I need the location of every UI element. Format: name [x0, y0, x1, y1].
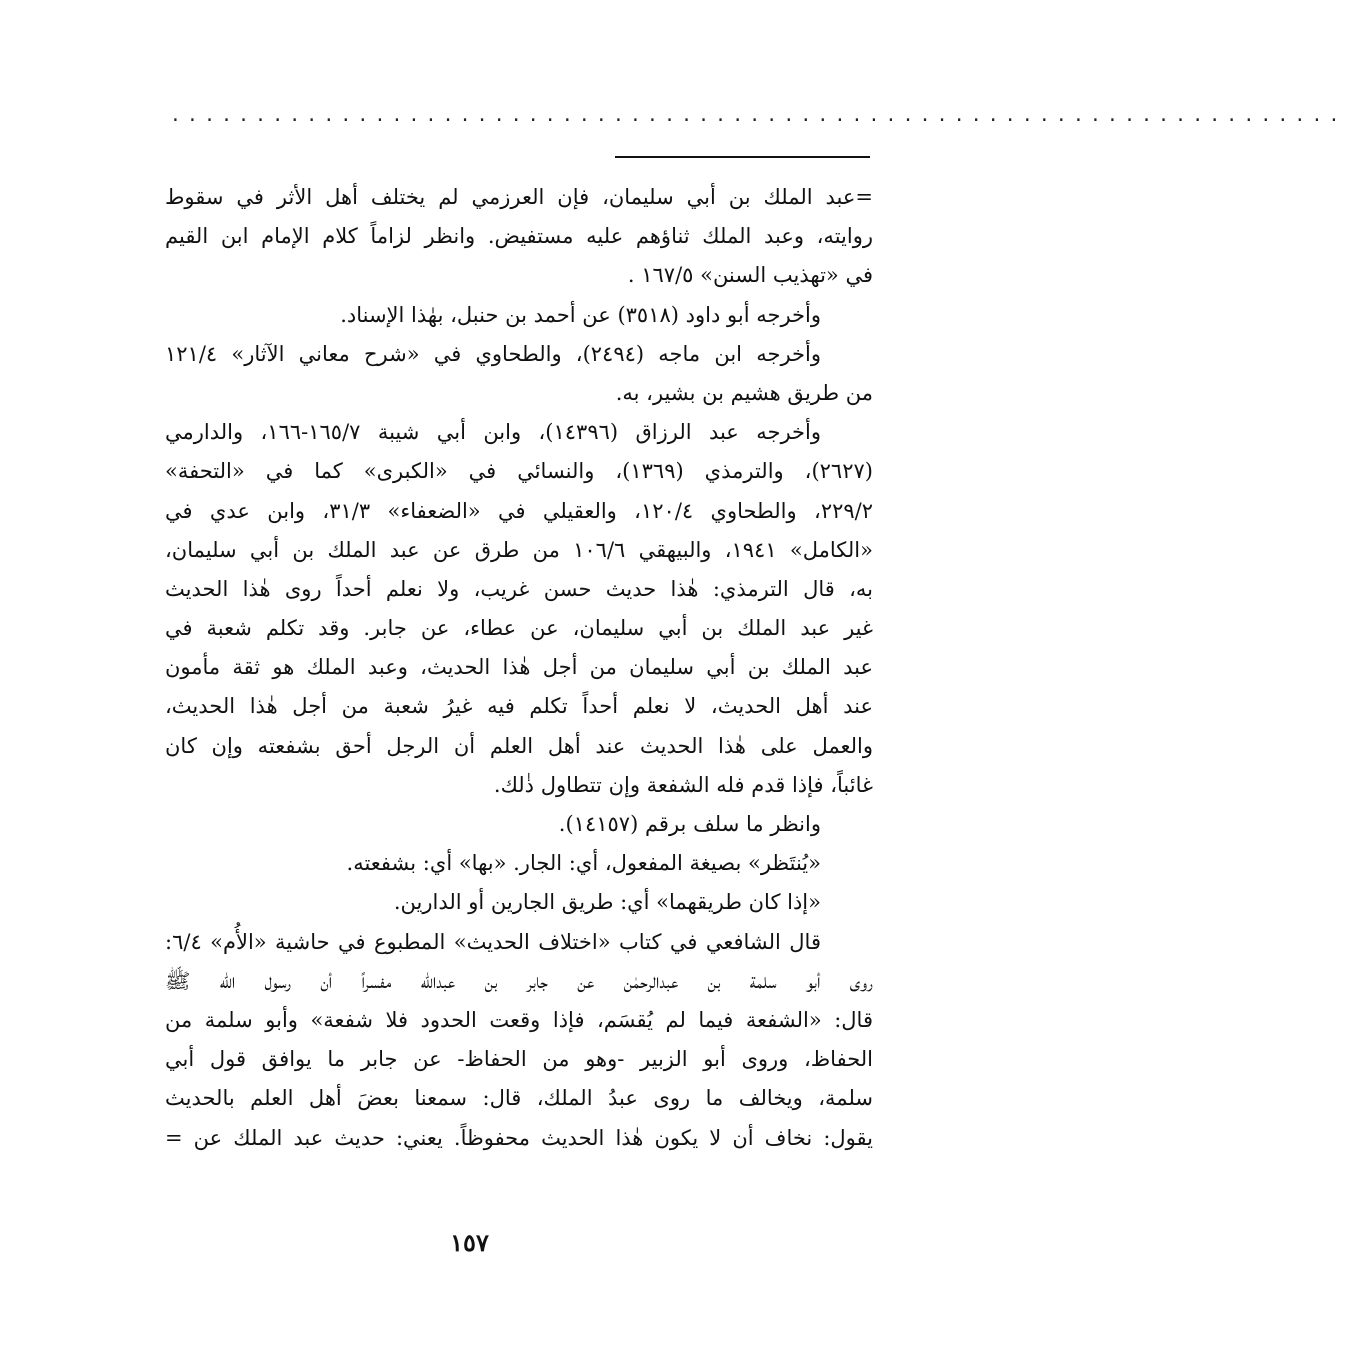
text-line: =عبد الملك بن أبي سليمان، فإن العرزمي لم يختلف أهل الأثر في سقوط [165, 185, 873, 209]
text-line: من طريق هشيم بن بشير، به. [615, 380, 873, 405]
text-line: به، قال الترمذي: هٰذا حديث حسن غريب، ولا نعلم أحداً روى هٰذا الحديث [165, 576, 873, 601]
text-line: غائباً، فإذا قدم فله الشفعة وإن تتطاول ذٰلك. [493, 772, 873, 797]
text-line: روى أبو سلمة بن عبدالرحمٰن عن جابر بن عبدالله مفسراً أن رسول الله ﷺ [165, 968, 873, 993]
text-line: وأخرجه أبو داود (٣٥١٨) عن أحمد بن حنبل، بهٰذا الإسناد. [340, 302, 821, 327]
page-text [165, 178, 873, 1158]
text-line: غير عبد الملك بن أبي سليمان، عن عطاء، عن جابر. وقد تكلم شعبة في [165, 616, 873, 641]
text-line: يقول: نخاف أن لا يكون هٰذا الحديث محفوظاً. يعني: حديث عبد الملك عن = [165, 1125, 873, 1150]
separator-dots: ..................................................................... [170, 105, 1346, 126]
text-line: وأخرجه ابن ماجه (٢٤٩٤)، والطحاوي في «شرح معاني الآثار» ٤/‏١٢١ [165, 341, 821, 366]
text-line: قال الشافعي في كتاب «اختلاف الحديث» المطبوع في حاشية «الأُم» ٤/‏٦: [165, 929, 821, 954]
text-line: وأخرجه عبد الرزاق (١٤٣٩٦)، وابن أبي شيبة ٧/‏١٦٥-١٦٦، والدارمي [165, 420, 821, 445]
text-line: «الكامل» ١٩٤١، والبيهقي ٦/‏١٠٦ من طرق عن عبد الملك بن أبي سليمان، [165, 537, 873, 562]
text-line: وانظر ما سلف برقم (١٤١٥٧). [558, 812, 821, 836]
text-line: في «تهذيب السنن» ٥/‏١٦٧ . [627, 263, 873, 288]
text-line: عند أهل الحديث، لا نعلم أحداً تكلم فيه غيرُ شعبة من أجل هٰذا الحديث، [165, 694, 873, 719]
text-line: (٢٦٢٧)، والترمذي (١٣٦٩)، والنسائي في «الكبرى» كما في «التحفة» [165, 459, 873, 484]
text-line: روايته، وعبد الملك ثناؤهم عليه مستفيض. وانظر لزاماً كلام الإمام ابن القيم [165, 224, 873, 249]
text-line: والعمل على هٰذا الحديث عند أهل العلم أن الرجل أحق بشفعته وإن كان [165, 733, 873, 758]
text-line: «إذا كان طريقهما» أي: طريق الجارين أو الدارين. [393, 890, 821, 915]
text-line: قال: «الشفعة فيما لم يُقسَم، فإذا وقعت الحدود فلا شفعة» وأبو سلمة من [165, 1007, 873, 1032]
text-line: «يُنتَظر» بصيغة المفعول، أي: الجار. «بها» أي: بشفعته. [346, 851, 821, 876]
text-line: عبد الملك بن أبي سليمان من أجل هٰذا الحديث، وعبد الملك هو ثقة مأمون [165, 655, 873, 680]
text-line: سلمة، ويخالف ما روى عبدُ الملك، قال: سمعنا بعضَ أهل العلم بالحديث [165, 1086, 873, 1111]
page-number: ١٥٧ [450, 1228, 489, 1257]
footnote-rule [615, 156, 870, 158]
text-line: الحفاظ، وروى أبو الزبير -وهو من الحفاظ- عن جابر ما يوافق قول أبي [165, 1047, 873, 1072]
text-line: ٢/‏٢٢٩، والطحاوي ٤/‏١٢٠، والعقيلي في «الضعفاء» ٣/‏٣١، وابن عدي في [165, 498, 874, 523]
